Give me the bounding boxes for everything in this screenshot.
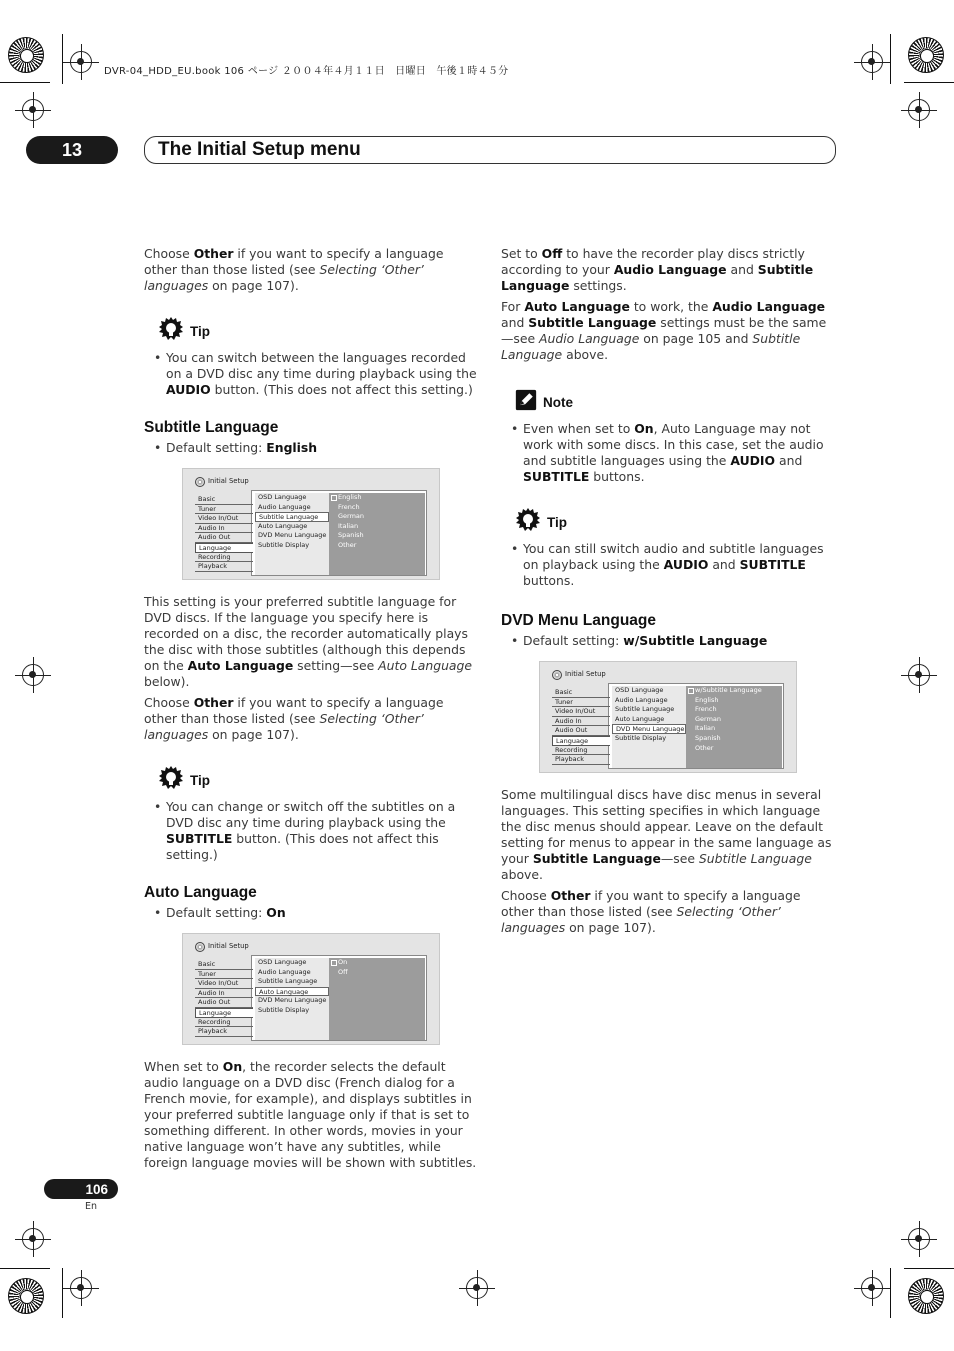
screen-mid-menu: OSD Language Audio Language Subtitle Language Auto Language DVD Menu Language Subtitle Display xyxy=(255,958,329,1040)
tip-text: • You can change or switch off the subtitles on a DVD disc any time during playback using the SUBTITLE button. (This does not affect this setting.) xyxy=(144,799,480,863)
chapter-number-tab: 13 xyxy=(26,136,118,164)
auto-language-paragraph: When set to On, the recorder selects the default audio language on a DVD disc (French dialog for a French movie, for example), and displays subtitles in your preferred subtitle language only if that is set to something different. In other words, movies in your native language won’t have any subtitles, while foreign language movies will be shown with subtitles. xyxy=(144,1059,477,1170)
screen-mid-menu: OSD Language Audio Language Subtitle Language Auto Language DVD Menu Language Subtitle Display xyxy=(255,493,329,575)
section-heading-auto-language: Auto Language xyxy=(144,884,257,901)
subtitle-paragraph-2: Choose Other if you want to specify a language other than those listed (see Selecting ‘Other’ languages on page 107). xyxy=(144,695,444,742)
note-callout xyxy=(515,385,837,415)
print-header-line: DVR-04_HDD_EU.book 106 ページ ２００４年４月１１日 日曜日 午後１時４５分 xyxy=(104,66,509,77)
dvd-paragraph-1: Some multilingual discs have disc menus in several languages. This setting specifies in which language the disc menus should appear. Leave on the default setting for menus to appear in the same language as your Subtitle Language—see Subtitle Language above. xyxy=(501,787,832,882)
registration-sunburst-bottom-left xyxy=(8,1278,44,1314)
page-title-text: The Initial Setup menu xyxy=(158,139,361,160)
registration-target-icon xyxy=(70,51,92,73)
crop-mark xyxy=(890,1268,891,1318)
tip-bulb-icon xyxy=(515,507,541,533)
tip-callout xyxy=(158,763,480,793)
crop-mark xyxy=(904,82,954,83)
note-pencil-icon xyxy=(515,389,537,411)
left-column xyxy=(144,246,480,1176)
tip-label: Tip xyxy=(190,773,210,788)
registration-target-icon xyxy=(861,51,883,73)
screen-options: On Off xyxy=(329,958,425,1040)
page-language: En xyxy=(85,1201,98,1212)
default-setting: • Default setting: On xyxy=(144,905,480,921)
disc-icon xyxy=(195,942,205,952)
tip-label: Tip xyxy=(190,324,210,339)
crop-mark xyxy=(904,1268,954,1269)
screen-title: Initial Setup xyxy=(565,670,606,679)
tip-text: • You can still switch audio and subtitle languages on playback using the AUDIO and SUBTITLE buttons. xyxy=(501,541,837,589)
screen-options: English French German Italian Spanish Other xyxy=(329,493,425,575)
page-number: 106 xyxy=(44,1179,118,1199)
section-heading-subtitle-language: Subtitle Language xyxy=(144,419,279,436)
page-title xyxy=(144,136,836,164)
registration-target-icon xyxy=(22,99,44,121)
dvd-paragraph-2: Choose Other if you want to specify a language other than those listed (see Selecting ‘Other’ languages on page 107). xyxy=(501,888,801,935)
crop-mark xyxy=(62,1268,63,1318)
crop-mark xyxy=(890,34,891,84)
registration-target-icon xyxy=(22,1228,44,1250)
screen-mid-menu: OSD Language Audio Language Subtitle Language Auto Language DVD Menu Language Subtitle Display xyxy=(612,686,686,768)
screen-left-menu: Basic Tuner Video In/Out Audio In Audio Out Language Recording Playback xyxy=(552,688,610,765)
note-text: • Even when set to On, Auto Language may not work with some discs. In this case, set the audio and subtitle languages using the AUDIO and SUBTITLE buttons. xyxy=(501,421,837,485)
setup-screen-auto-language xyxy=(182,933,440,1045)
registration-target-icon xyxy=(908,664,930,686)
tip-label: Tip xyxy=(547,515,567,530)
default-setting: • Default setting: w/Subtitle Language xyxy=(501,633,837,649)
screen-title: Initial Setup xyxy=(208,477,249,486)
screen-options: w/Subtitle Language English French German Italian Spanish Other xyxy=(686,686,782,768)
registration-sunburst-top-right xyxy=(908,37,944,73)
tip-callout xyxy=(158,314,480,344)
registration-target-icon xyxy=(908,99,930,121)
intro-paragraph: Choose Other if you want to specify a language other than those listed (see Selecting ‘Other’ languages on page 107). xyxy=(144,246,444,293)
tip-text: • You can switch between the languages recorded on a DVD disc any time during playback using the AUDIO button. (This does not affect this setting.) xyxy=(144,350,480,398)
default-setting: • Default setting: English xyxy=(144,440,480,456)
registration-target-icon xyxy=(22,664,44,686)
registration-target-icon xyxy=(466,1277,488,1299)
screen-left-menu: Basic Tuner Video In/Out Audio In Audio Out Language Recording Playback xyxy=(195,495,253,572)
right-column xyxy=(501,246,837,941)
tip-callout xyxy=(515,505,837,535)
screen-title: Initial Setup xyxy=(208,942,249,951)
registration-target-icon xyxy=(861,1277,883,1299)
note-label: Note xyxy=(543,395,573,410)
tip-bulb-icon xyxy=(158,316,184,342)
registration-sunburst-top-left xyxy=(8,37,44,73)
right-paragraph-1: Set to Off to have the recorder play discs strictly according to your Audio Language and Subtitle Language settings. xyxy=(501,246,814,293)
disc-icon xyxy=(195,477,205,487)
tip-bulb-icon xyxy=(158,765,184,791)
crop-mark xyxy=(0,82,50,83)
screen-left-menu: Basic Tuner Video In/Out Audio In Audio Out Language Recording Playback xyxy=(195,960,253,1037)
section-heading-dvd-menu-language: DVD Menu Language xyxy=(501,612,657,629)
disc-icon xyxy=(552,670,562,680)
right-paragraph-2: For Auto Language to work, the Audio Language and Subtitle Language settings must be the same—see Audio Language on page 105 and Subtitle Language above. xyxy=(501,299,827,362)
setup-screen-dvd-menu-language xyxy=(539,661,797,773)
registration-target-icon xyxy=(908,1228,930,1250)
subtitle-paragraph-1: This setting is your preferred subtitle language for DVD discs. If the language you specify here is recorded on a disc, the recorder automatically plays the disc with those subtitles (although this depends on the Auto Language setting—see Auto Language below). xyxy=(144,594,473,689)
registration-sunburst-bottom-right xyxy=(908,1278,944,1314)
crop-mark xyxy=(62,34,63,84)
registration-target-icon xyxy=(70,1277,92,1299)
setup-screen-subtitle-language xyxy=(182,468,440,580)
crop-mark xyxy=(0,1268,50,1269)
